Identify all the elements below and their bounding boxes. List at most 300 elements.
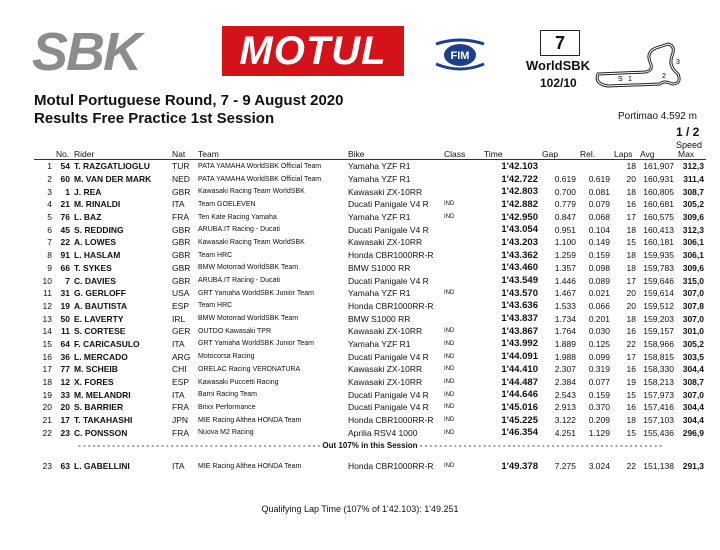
fim-logo xyxy=(432,38,488,72)
nationality-cell: TUR xyxy=(172,161,190,172)
col-rel: Rel. xyxy=(580,148,596,159)
bike-cell: Ducati Panigale V4 R xyxy=(348,402,429,413)
rider-name-cell: C. PONSSON xyxy=(74,427,128,438)
lap-time-cell: 1'43.867 xyxy=(501,325,538,337)
separator-label: Out 107% in this Session xyxy=(322,440,418,450)
team-name-cell: Motocorsa Racing xyxy=(198,353,255,361)
gap-cell: 3.122 xyxy=(554,415,576,426)
position-cell: 9 xyxy=(47,262,52,273)
rider-name-cell: T. TAKAHASHI xyxy=(74,415,133,426)
avg-speed-cell: 160,681 xyxy=(643,199,674,210)
table-row xyxy=(34,312,706,325)
relative-gap-cell: 0.159 xyxy=(588,250,610,261)
svg-text:FIM: FIM xyxy=(450,50,470,62)
bike-cell: BMW S1000 RR xyxy=(348,262,411,273)
rider-name-cell: S. CORTESE xyxy=(74,326,126,337)
team-name-cell: Kawasaki Puccetti Racing xyxy=(198,378,279,386)
bike-cell: Yamaha YZF R1 xyxy=(348,288,411,299)
rider-name-cell: T. SYKES xyxy=(74,262,112,273)
gap-cell: 4.251 xyxy=(554,427,576,438)
rider-number-cell: 22 xyxy=(60,237,70,248)
nationality-cell: IRL xyxy=(172,313,186,324)
class-cell: IND xyxy=(444,366,455,373)
position-cell: 22 xyxy=(42,427,52,438)
gap-cell: 2.543 xyxy=(554,389,576,400)
gap-cell: 0.779 xyxy=(554,199,576,210)
lap-time-cell: 1'44.091 xyxy=(501,351,538,363)
col-team: Team xyxy=(198,148,219,159)
position-cell: 13 xyxy=(42,313,52,324)
table-row xyxy=(34,160,706,173)
gap-cell: 0.700 xyxy=(554,186,576,197)
rider-number-cell: 91 xyxy=(60,250,70,261)
gap-cell: 2.307 xyxy=(554,364,576,375)
class-cell: IND xyxy=(444,391,455,398)
bike-cell: Kawasaki ZX-10RR xyxy=(348,377,423,388)
relative-gap-cell: 0.125 xyxy=(588,338,610,349)
bike-cell: BMW S1000 RR xyxy=(348,313,411,324)
bike-cell: Honda CBR1000RR-R xyxy=(348,300,434,311)
table-row xyxy=(34,287,706,300)
lap-time-cell: 1'44.487 xyxy=(501,376,538,388)
avg-speed-cell: 159,646 xyxy=(643,275,674,286)
gap-cell: 1.764 xyxy=(554,326,576,337)
laps-cell: 16 xyxy=(626,364,636,375)
svg-text:3: 3 xyxy=(676,59,680,66)
position-cell: 10 xyxy=(42,275,52,286)
class-cell: IND xyxy=(444,404,455,411)
relative-gap-cell: 0.089 xyxy=(588,275,610,286)
rider-name-cell: G. GERLOFF xyxy=(74,288,126,299)
rider-number-cell: 63 xyxy=(60,461,70,472)
rider-name-cell: A. BAUTISTA xyxy=(74,300,128,311)
table-row xyxy=(34,376,706,389)
max-speed-cell: 304,4 xyxy=(682,415,704,426)
position-cell: 19 xyxy=(42,389,52,400)
position-cell: 17 xyxy=(42,364,52,375)
rider-name-cell: M. VAN DER MARK xyxy=(74,174,152,185)
max-speed-cell: 308,7 xyxy=(682,186,704,197)
avg-speed-cell: 158,966 xyxy=(643,338,674,349)
position-cell: 23 xyxy=(42,461,52,472)
nationality-cell: JPN xyxy=(172,415,189,426)
team-name-cell: Kawasaki Racing Team WorldSBK xyxy=(198,188,305,196)
gap-cell: 0.619 xyxy=(554,174,576,185)
track-map-icon xyxy=(588,34,688,90)
rider-name-cell: S. BARRIER xyxy=(74,402,124,413)
lap-time-cell: 1'43.362 xyxy=(501,249,538,261)
laps-cell: 19 xyxy=(626,377,636,388)
position-cell: 15 xyxy=(42,338,52,349)
class-cell: IND xyxy=(444,201,455,208)
lap-time-cell: 1'43.570 xyxy=(501,287,538,299)
class-cell: IND xyxy=(444,463,455,470)
team-name-cell: GRT Yamaha WorldSBK Junior Team xyxy=(198,340,314,348)
rider-name-cell: X. FORES xyxy=(74,377,114,388)
relative-gap-cell: 0.077 xyxy=(588,377,610,388)
max-speed-cell: 309,6 xyxy=(682,212,704,223)
avg-speed-cell: 155,436 xyxy=(643,427,674,438)
gap-cell: 1.734 xyxy=(554,313,576,324)
rider-number-cell: 66 xyxy=(60,262,70,273)
laps-cell: 18 xyxy=(626,262,636,273)
laps-cell: 15 xyxy=(626,237,636,248)
relative-gap-cell: 0.149 xyxy=(588,237,610,248)
nationality-cell: ESP xyxy=(172,300,190,311)
max-speed-cell: 296,9 xyxy=(682,427,704,438)
max-speed-cell: 306,1 xyxy=(682,237,704,248)
team-name-cell: GRT Yamaha WorldSBK Junior Team xyxy=(198,289,314,297)
col-gap: Gap xyxy=(542,148,559,159)
series-name: WorldSBK xyxy=(526,58,591,73)
rider-number-cell: 77 xyxy=(60,364,70,375)
nationality-cell: GBR xyxy=(172,224,191,235)
table-row xyxy=(34,185,706,198)
relative-gap-cell: 0.619 xyxy=(588,174,610,185)
results-table xyxy=(34,148,706,473)
table-row xyxy=(34,300,706,313)
bike-cell: Yamaha YZF R1 xyxy=(348,212,411,223)
laps-cell: 16 xyxy=(626,199,636,210)
nationality-cell: ITA xyxy=(172,461,185,472)
gap-cell xyxy=(540,160,578,173)
gap-cell: 0.951 xyxy=(554,224,576,235)
laps-cell: 18 xyxy=(626,186,636,197)
relative-gap-cell: 0.021 xyxy=(588,288,610,299)
avg-speed-cell: 159,512 xyxy=(643,300,674,311)
rider-number-cell: 19 xyxy=(60,300,70,311)
team-name-cell: PATA YAMAHA WorldSBK Official Team xyxy=(198,162,322,170)
bike-cell: Kawasaki ZX-10RR xyxy=(348,364,423,375)
position-cell: 14 xyxy=(42,326,52,337)
table-row xyxy=(34,262,706,275)
col-bike: Bike xyxy=(348,148,365,159)
position-cell: 5 xyxy=(47,212,52,223)
rider-number-cell: 23 xyxy=(60,427,70,438)
laps-cell: 15 xyxy=(626,427,636,438)
team-name-cell: Brixx Performance xyxy=(198,403,256,411)
svg-text:S: S xyxy=(618,76,623,83)
nationality-cell: GER xyxy=(172,326,191,337)
nationality-cell: GBR xyxy=(172,237,191,248)
max-speed-cell: 305,2 xyxy=(682,338,704,349)
separator-cell: - - - - - - - - - - - - - - - - - - - - - - - - - - - - - - - - - - - - - - - - - - - - - - - - - - Out 107% in this Session - - - - - - - - - - - - - - - - - - - - - - - - - - - - - - - - - - - - - - - - - - - - - - - - - - xyxy=(78,440,662,450)
avg-speed-cell: 160,181 xyxy=(643,237,674,248)
relative-gap-cell: 0.066 xyxy=(588,300,610,311)
avg-speed-cell: 159,935 xyxy=(643,250,674,261)
max-speed-cell: 301,0 xyxy=(682,326,704,337)
laps-cell: 17 xyxy=(626,275,636,286)
spacer-row xyxy=(34,452,706,460)
lap-time-cell: 1'44.410 xyxy=(501,363,538,375)
rider-name-cell: M. RINALDI xyxy=(74,199,121,210)
col-laps: Laps xyxy=(614,148,633,159)
rider-name-cell: S. REDDING xyxy=(74,224,124,235)
relative-gap-cell: 0.201 xyxy=(588,313,610,324)
relative-gap-cell: 0.104 xyxy=(588,224,610,235)
team-name-cell: Ten Kate Racing Yamaha xyxy=(198,213,277,221)
lap-time-cell: 1'45.016 xyxy=(501,401,538,413)
rider-number-cell: 50 xyxy=(60,313,70,324)
class-cell: IND xyxy=(444,290,455,297)
svg-text:2: 2 xyxy=(662,73,666,80)
bike-cell: Ducati Panigale V4 R xyxy=(348,389,429,400)
rider-number-cell: 45 xyxy=(60,224,70,235)
max-speed-cell: 303,5 xyxy=(682,351,704,362)
table-header-row xyxy=(34,148,706,160)
nationality-cell: CHI xyxy=(172,364,187,375)
gap-cell: 1.446 xyxy=(554,275,576,286)
avg-speed-cell: 160,931 xyxy=(643,174,674,185)
bike-cell: Honda CBR1000RR-R xyxy=(348,461,434,472)
rider-number-cell: 60 xyxy=(60,174,70,185)
avg-speed-cell: 157,103 xyxy=(643,415,674,426)
bike-cell: Kawasaki ZX-10RR xyxy=(348,186,423,197)
laps-cell: 20 xyxy=(626,300,636,311)
relative-gap-cell: 0.209 xyxy=(588,415,610,426)
team-name-cell: OUTDO Kawasaki TPR xyxy=(198,327,271,335)
gap-cell: 1.988 xyxy=(554,351,576,362)
col-class: Class xyxy=(444,148,466,159)
position-cell: 12 xyxy=(42,300,52,311)
lap-time-cell: 1'42.882 xyxy=(501,198,538,210)
laps-cell: 17 xyxy=(626,212,636,223)
rider-number-cell: 17 xyxy=(60,415,70,426)
class-cell xyxy=(442,300,482,313)
rider-number-cell: 20 xyxy=(60,402,70,413)
col-time: Time xyxy=(484,148,503,159)
lap-time-cell: 1'43.203 xyxy=(501,236,538,248)
relative-gap-cell: 0.079 xyxy=(588,199,610,210)
class-cell: IND xyxy=(444,214,455,221)
bike-cell: Kawasaki ZX-10RR xyxy=(348,326,423,337)
max-speed-cell: 308,7 xyxy=(682,377,704,388)
relative-gap-cell: 0.370 xyxy=(588,402,610,413)
bike-cell: Yamaha YZF R1 xyxy=(348,161,411,172)
gap-cell: 1.533 xyxy=(554,300,576,311)
nationality-cell: ITA xyxy=(172,199,185,210)
avg-speed-cell: 157,416 xyxy=(643,402,674,413)
max-speed-cell: 304,4 xyxy=(682,364,704,375)
table-row xyxy=(34,173,706,186)
rider-number-cell: 33 xyxy=(60,389,70,400)
rider-number-cell: 31 xyxy=(60,288,70,299)
rider-name-cell: E. LAVERTY xyxy=(74,313,124,324)
table-row xyxy=(34,426,706,439)
nationality-cell: FRA xyxy=(172,427,189,438)
team-name-cell: BMW Motorrad WorldSBK Team xyxy=(198,315,299,323)
lap-time-cell: 1'42.103 xyxy=(501,160,538,172)
table-row xyxy=(34,388,706,401)
relative-gap-cell: 0.159 xyxy=(588,389,610,400)
team-name-cell: ARUBA.IT Racing - Ducati xyxy=(198,277,280,285)
laps-cell: 22 xyxy=(626,461,636,472)
bike-cell: Honda CBR1000RR-R xyxy=(348,250,434,261)
gap-cell: 1.357 xyxy=(554,262,576,273)
team-name-cell: Nuova M2 Racing xyxy=(198,429,254,437)
class-cell xyxy=(442,262,482,275)
laps-cell: 18 xyxy=(626,415,636,426)
max-speed-cell: 315,0 xyxy=(682,275,704,286)
class-cell xyxy=(442,312,482,325)
nationality-cell: GBR xyxy=(172,186,191,197)
max-speed-cell: 312,3 xyxy=(682,161,704,172)
lap-time-cell: 1'49.378 xyxy=(501,460,538,472)
lap-time-cell: 1'43.460 xyxy=(501,262,538,274)
lap-time-cell: 1'43.636 xyxy=(501,300,538,312)
laps-cell: 18 xyxy=(626,224,636,235)
bike-cell: Ducati Panigale V4 R xyxy=(348,199,429,210)
bike-cell: Ducati Panigale V4 R xyxy=(348,351,429,362)
lap-time-cell: 1'43.549 xyxy=(501,275,538,287)
nationality-cell: FRA xyxy=(172,212,189,223)
class-cell xyxy=(442,223,482,236)
max-speed-cell: 307,0 xyxy=(682,288,704,299)
avg-speed-cell: 159,203 xyxy=(643,313,674,324)
class-cell xyxy=(442,173,482,186)
rider-number-cell: 76 xyxy=(60,212,70,223)
class-cell xyxy=(442,274,482,287)
avg-speed-cell: 159,157 xyxy=(643,326,674,337)
relative-gap-cell xyxy=(578,160,612,173)
position-cell: 6 xyxy=(47,224,52,235)
laps-cell: 15 xyxy=(626,389,636,400)
rider-number-cell: 12 xyxy=(60,377,70,388)
gap-cell: 7.275 xyxy=(554,461,576,472)
gap-cell: 1.259 xyxy=(554,250,576,261)
laps-cell: 18 xyxy=(626,250,636,261)
bike-cell: Yamaha YZF R1 xyxy=(348,338,411,349)
team-name-cell: MIE Racing Althea HONDA Team xyxy=(198,416,302,424)
avg-speed-cell: 161,907 xyxy=(643,161,674,172)
bike-cell: Ducati Panigale V4 R xyxy=(348,224,429,235)
gap-cell: 1.100 xyxy=(554,237,576,248)
speed-label: Speed xyxy=(676,140,703,150)
table-row xyxy=(34,325,706,338)
rider-name-cell: T. RAZGATLIOGLU xyxy=(74,161,150,172)
rider-name-cell: M. MELANDRI xyxy=(74,389,131,400)
position-cell: 7 xyxy=(47,237,52,248)
col-nat: Nat xyxy=(172,148,186,159)
rider-name-cell: L. MERCADO xyxy=(74,351,128,362)
rider-name-cell: A. LOWES xyxy=(74,237,117,248)
table-row xyxy=(34,414,706,427)
bike-cell: Kawasaki ZX-10RR xyxy=(348,237,423,248)
bike-cell: Aprilia RSV4 1000 xyxy=(348,427,418,438)
class-cell: IND xyxy=(444,353,455,360)
team-name-cell: Team HRC xyxy=(198,251,233,259)
avg-speed-cell: 158,213 xyxy=(643,377,674,388)
bike-cell: Honda CBR1000RR-R xyxy=(348,415,434,426)
avg-speed-cell: 158,815 xyxy=(643,351,674,362)
gap-cell: 0.847 xyxy=(554,212,576,223)
table-row xyxy=(34,338,706,351)
col-no: No. xyxy=(56,148,70,159)
circuit-info: Portimao 4.592 m xyxy=(618,111,697,122)
avg-speed-cell: 160,575 xyxy=(643,212,674,223)
avg-speed-cell: 159,783 xyxy=(643,262,674,273)
table-row xyxy=(34,211,706,224)
table-row xyxy=(34,350,706,363)
document-code: 102/10 xyxy=(540,76,577,90)
relative-gap-cell: 0.030 xyxy=(588,326,610,337)
class-cell: IND xyxy=(444,379,455,386)
rider-name-cell: L. BAZ xyxy=(74,212,102,223)
nationality-cell: USA xyxy=(172,288,190,299)
svg-text:1: 1 xyxy=(628,76,632,83)
gap-cell: 2.913 xyxy=(554,402,576,413)
bike-cell: Ducati Panigale V4 R xyxy=(348,275,429,286)
position-cell: 2 xyxy=(47,174,52,185)
relative-gap-cell: 0.068 xyxy=(588,212,610,223)
col-rider: Rider xyxy=(74,148,95,159)
nationality-cell: GBR xyxy=(172,275,191,286)
rider-number-cell: 1 xyxy=(65,186,70,197)
rider-name-cell: J. REA xyxy=(74,186,102,197)
lap-time-cell: 1'42.722 xyxy=(501,173,538,185)
nationality-cell: NED xyxy=(172,174,190,185)
event-title: Motul Portuguese Round, 7 - 9 August 2020 xyxy=(34,92,344,109)
relative-gap-cell: 3.024 xyxy=(588,461,610,472)
max-speed-cell: 312,3 xyxy=(682,224,704,235)
col-max: Max xyxy=(678,148,695,159)
team-name-cell: MIE Racing Althea HONDA Team xyxy=(198,462,302,470)
avg-speed-cell: 151,138 xyxy=(643,461,674,472)
nationality-cell: GBR xyxy=(172,262,191,273)
laps-cell: 20 xyxy=(626,174,636,185)
rider-number-cell: 7 xyxy=(65,275,70,286)
avg-speed-cell: 158,330 xyxy=(643,364,674,375)
laps-cell: 20 xyxy=(626,288,636,299)
nationality-cell: ARG xyxy=(172,351,191,362)
position-cell: 4 xyxy=(47,199,52,210)
position-cell: 18 xyxy=(42,377,52,388)
col-avg: Avg xyxy=(640,148,655,159)
max-speed-cell: 311,4 xyxy=(683,174,704,185)
nationality-cell: GBR xyxy=(172,250,191,261)
avg-speed-cell: 160,413 xyxy=(643,224,674,235)
rider-number-cell: 36 xyxy=(60,351,70,362)
max-speed-cell: 307,8 xyxy=(682,300,704,311)
nationality-cell: FRA xyxy=(172,402,189,413)
rider-number-cell: 64 xyxy=(60,338,70,349)
class-cell xyxy=(442,236,482,249)
lap-time-cell: 1'43.837 xyxy=(501,313,538,325)
sbk-logo: SBK xyxy=(32,22,141,82)
bike-cell: Yamaha YZF R1 xyxy=(348,174,411,185)
laps-cell: 17 xyxy=(626,351,636,362)
gap-cell: 1.467 xyxy=(554,288,576,299)
max-speed-cell: 307,0 xyxy=(682,313,704,324)
lap-time-cell: 1'46.354 xyxy=(501,427,538,439)
position-cell: 16 xyxy=(42,351,52,362)
rider-number-cell: 11 xyxy=(61,326,70,337)
team-name-cell: ORELAC Racing VERDNATURA xyxy=(198,365,301,373)
qualifying-lap-time: Qualifying Lap Time (107% of 1'42.103): 1'49.251 xyxy=(261,504,459,514)
class-cell: IND xyxy=(444,328,455,335)
team-name-cell: ARUBA.IT Racing - Ducati xyxy=(198,226,280,234)
table-row xyxy=(34,274,706,287)
table-row xyxy=(34,401,706,414)
relative-gap-cell: 0.319 xyxy=(588,364,610,375)
table-row xyxy=(34,198,706,211)
gap-cell: 2.384 xyxy=(554,377,576,388)
max-speed-cell: 307,0 xyxy=(682,389,704,400)
table-row xyxy=(34,223,706,236)
nationality-cell: ESP xyxy=(172,377,190,388)
lap-time-cell: 1'45.225 xyxy=(501,414,538,426)
laps-cell: 18 xyxy=(626,313,636,324)
